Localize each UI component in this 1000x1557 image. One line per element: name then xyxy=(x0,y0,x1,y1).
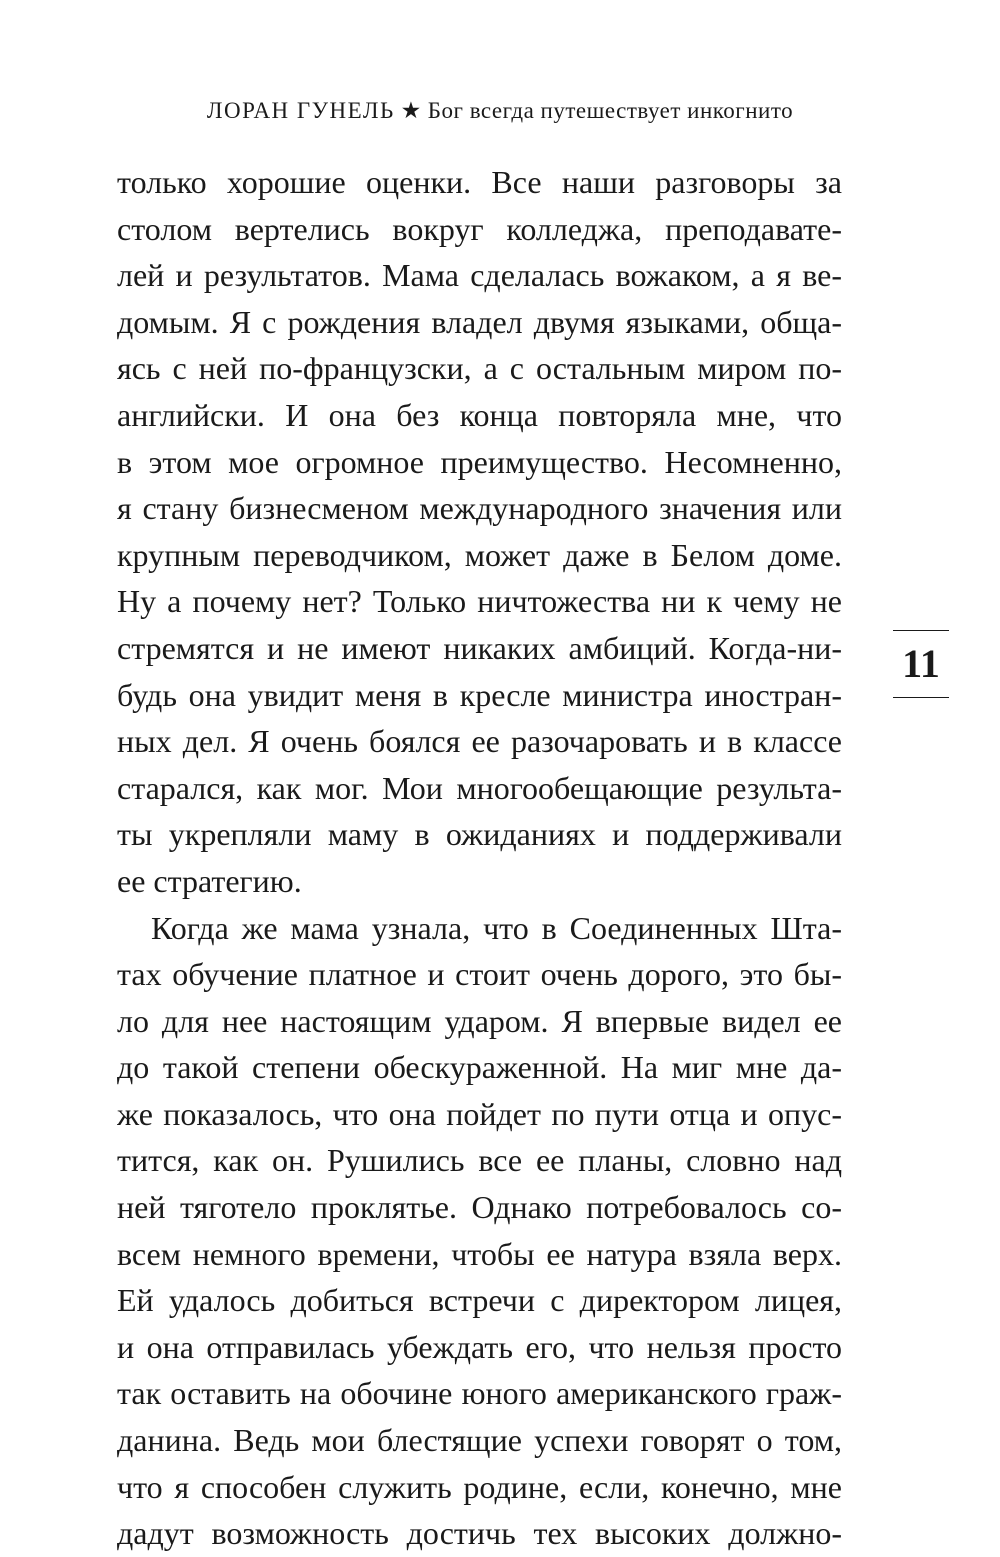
text-line: дадут возможность достичь тех высоких должно- xyxy=(117,1515,842,1552)
text-line: будь она увидит меня в кресле министра иностран- xyxy=(117,676,842,713)
star-icon: ★ xyxy=(400,98,422,123)
text-line: что я способен служить родине, если, конечно, мне xyxy=(117,1468,842,1505)
text-line: крупным переводчиком, может даже в Белом доме. xyxy=(117,536,842,573)
page-number xyxy=(893,630,949,698)
paragraph-1 xyxy=(117,159,842,905)
text-line: Ей удалось добиться встречи с директором лицея, xyxy=(117,1282,842,1319)
body-text xyxy=(117,159,842,1557)
text-line: ней тяготело проклятье. Однако потребовалось со- xyxy=(117,1189,842,1226)
text-line: всем немного времени, чтобы ее натура взяла верх. xyxy=(117,1235,842,1272)
text-line: тах обучение платное и стоит очень дорого, это бы- xyxy=(117,956,842,993)
text-line: ных дел. Я очень боялся ее разочаровать и в классе xyxy=(117,723,842,760)
page-number-value: 11 xyxy=(902,641,940,686)
text-line: только хорошие оценки. Все наши разговоры за xyxy=(117,164,842,200)
text-line: в этом мое огромное преимущество. Несомненно, xyxy=(117,443,842,480)
text-line: до такой степени обескураженной. На миг мне да- xyxy=(117,1049,842,1086)
text-line: и она отправилась убеждать его, что нельзя просто xyxy=(117,1328,842,1365)
running-head-author: ЛОРАН ГУНЕЛЬ xyxy=(206,98,395,123)
text-line: ее стратегию. xyxy=(117,862,302,899)
text-line: ты укрепляли маму в ожиданиях и поддерживали xyxy=(117,816,842,853)
running-head xyxy=(160,98,840,124)
text-line: тится, как он. Рушились все ее планы, словно над xyxy=(117,1142,842,1179)
page-number-bottom-rule xyxy=(893,697,949,698)
text-line: ясь с ней по-французски, а с остальным миром по- xyxy=(117,350,842,387)
text-line: лей и результатов. Мама сделалась вожаком, а я ве- xyxy=(117,257,842,294)
running-head-title: Бог всегда путешествует инкогнито xyxy=(427,98,794,123)
text-line: Когда же мама узнала, что в Соединенных Шта- xyxy=(151,909,842,946)
text-line: данина. Ведь мои блестящие успехи говорят о том, xyxy=(117,1422,842,1459)
text-line: так оставить на обочине юного американского граж- xyxy=(117,1375,842,1412)
paragraph-2 xyxy=(117,905,842,1557)
text-line: стремятся и не имеют никаких амбиций. Когда-ни- xyxy=(117,629,842,666)
text-line: я стану бизнесменом международного значения или xyxy=(117,490,842,527)
text-line: Ну а почему нет? Только ничтожества ни к чему не xyxy=(117,583,842,620)
text-line: же показалось, что она пойдет по пути отца и опус- xyxy=(117,1095,842,1132)
text-line: столом вертелись вокруг колледжа, преподавате- xyxy=(117,210,842,247)
text-line: ло для нее настоящим ударом. Я впервые видел ее xyxy=(117,1002,842,1039)
text-line: английски. И она без конца повторяла мне, что xyxy=(117,396,842,433)
text-line: старался, как мог. Мои многообещающие результа- xyxy=(117,769,842,806)
text-line: домым. Я с рождения владел двумя языками, обща- xyxy=(117,303,842,340)
